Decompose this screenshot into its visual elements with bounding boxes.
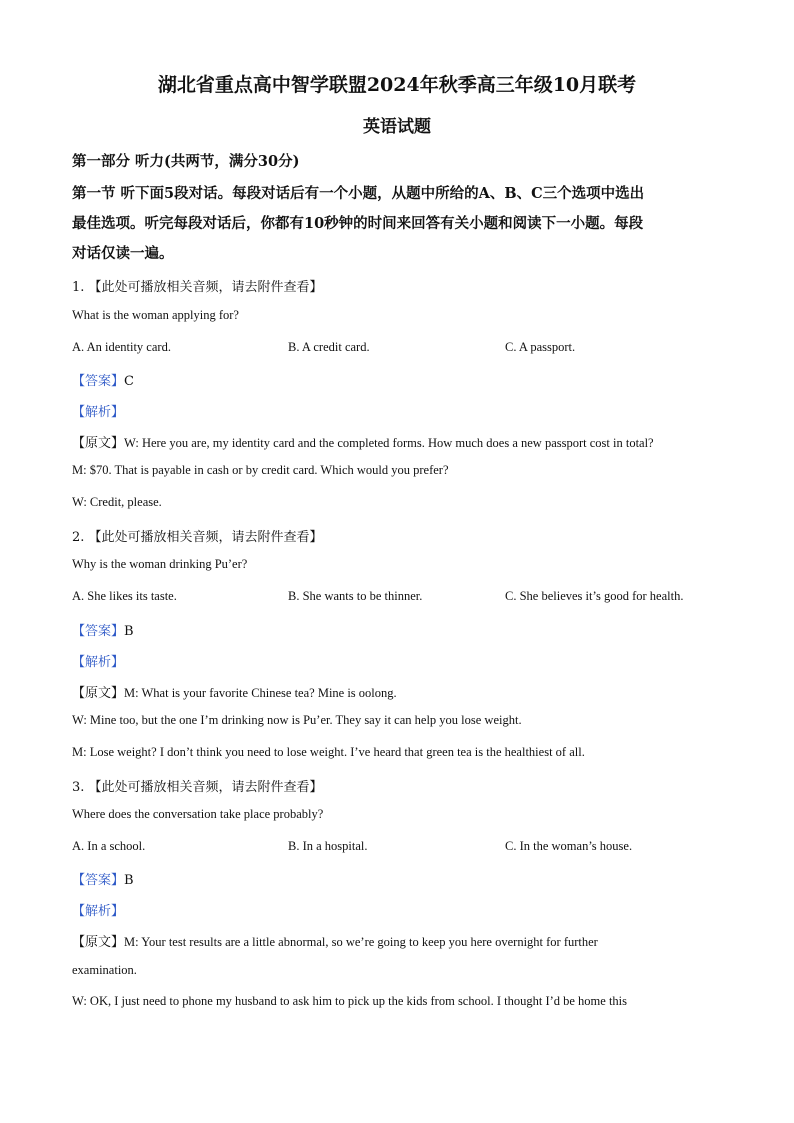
question-1-answer — [72, 370, 134, 389]
transcript-text: M: Your test results are a little abnormal, so we’re going to keep you here overnight for further — [124, 935, 598, 949]
transcript-label: 【原文】 — [72, 686, 125, 701]
question-2-transcript-line-3: M: Lose weight? I don’t think you need to lose weight. I’ve heard that green tea is the healthiest of all. — [72, 745, 585, 759]
question-2-answer — [72, 620, 134, 639]
document-subtitle: 英语试题 — [363, 117, 431, 137]
question-2-option-a: A. She likes its taste. — [72, 589, 177, 603]
question-3-transcript-line-2: examination. — [72, 963, 137, 977]
section-instructions-line-1: 第一节 听下面5段对话。每段对话后有一个小题，从题中所给的A、B、C三个选项中选出 — [72, 185, 645, 202]
question-1-option-a: A. An identity card. — [72, 340, 171, 354]
answer-value: B — [124, 624, 134, 639]
question-3-option-a: A. In a school. — [72, 839, 146, 853]
question-1-transcript-line-3: W: Credit, please. — [72, 495, 162, 509]
question-1-analysis-label: 【解析】 — [72, 405, 125, 420]
document-title: 湖北省重点高中智学联盟2024年秋季高三年级10月联考 — [157, 74, 637, 96]
question-2-transcript-line-1 — [72, 682, 397, 701]
question-3-option-b: B. In a hospital. — [288, 839, 368, 853]
transcript-label: 【原文】 — [72, 935, 125, 950]
question-3-audio-prompt: 3. 【此处可播放相关音频，请去附件查看】 — [72, 780, 323, 795]
question-2-option-c: C. She believes it’s good for health. — [505, 589, 684, 603]
question-1-audio-prompt: 1. 【此处可播放相关音频，请去附件查看】 — [72, 280, 323, 295]
answer-label: 【答案】 — [72, 374, 125, 389]
transcript-label: 【原文】 — [72, 436, 125, 451]
answer-value: C — [124, 374, 134, 389]
section-instructions-line-2: 最佳选项。听完每段对话后，你都有10秒钟的时间来回答有关小题和阅读下一小题。每段 — [72, 215, 644, 232]
question-3-text: Where does the conversation take place probably? — [72, 807, 324, 821]
transcript-text: W: Here you are, my identity card and the completed forms. How much does a new passport cost in total? — [124, 436, 654, 450]
answer-value: B — [124, 873, 134, 888]
transcript-text: M: What is your favorite Chinese tea? Mine is oolong. — [124, 686, 397, 700]
question-3-analysis-label: 【解析】 — [72, 904, 125, 919]
question-3-option-c: C. In the woman’s house. — [505, 839, 633, 853]
question-3-answer — [72, 869, 134, 888]
part-heading: 第一部分 听力(共两节，满分30分) — [72, 153, 300, 170]
question-3-transcript-line-3: W: OK, I just need to phone my husband to ask him to pick up the kids from school. I thought I’d be home this — [72, 994, 628, 1008]
question-2-analysis-label: 【解析】 — [72, 655, 125, 670]
question-1-option-b: B. A credit card. — [288, 340, 370, 354]
question-2-option-b: B. She wants to be thinner. — [288, 589, 423, 603]
answer-label: 【答案】 — [72, 624, 125, 639]
question-1-option-c: C. A passport. — [505, 340, 576, 354]
answer-label: 【答案】 — [72, 873, 125, 888]
question-2-audio-prompt: 2. 【此处可播放相关音频，请去附件查看】 — [72, 530, 323, 545]
question-2-transcript-line-2: W: Mine too, but the one I’m drinking now is Pu’er. They say it can help you lose weight. — [72, 713, 522, 727]
question-3-transcript-line-1 — [72, 931, 598, 950]
section-instructions-line-3: 对话仅读一遍。 — [72, 245, 174, 262]
question-1-text: What is the woman applying for? — [72, 308, 239, 322]
question-1-transcript-line-1 — [72, 432, 654, 451]
question-1-transcript-line-2: M: $70. That is payable in cash or by credit card. Which would you prefer? — [72, 463, 449, 477]
question-2-text: Why is the woman drinking Pu’er? — [72, 557, 248, 571]
